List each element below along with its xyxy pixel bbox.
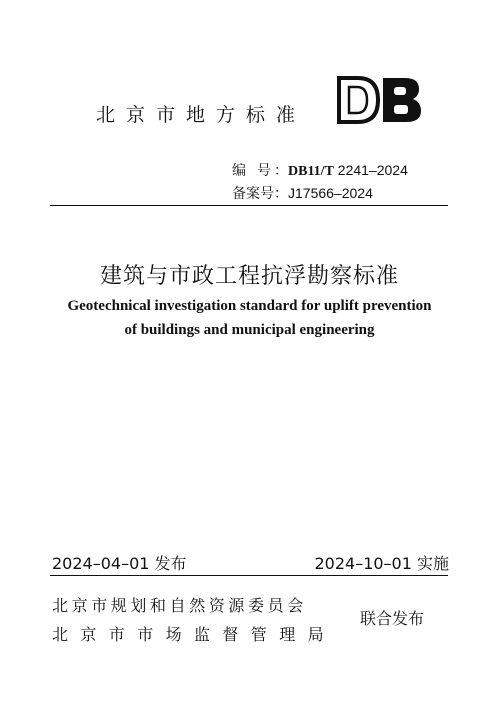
title-chinese: 建筑与市政工程抗浮勘察标准 — [99, 264, 399, 289]
record-number-row — [232, 183, 373, 203]
issue-date: 2024–04–01 发布 — [52, 554, 187, 573]
standard-number-value: 2241–2024 — [333, 162, 408, 178]
standard-number-label: 编 号： — [232, 163, 288, 179]
standard-number-row — [232, 160, 408, 180]
standard-type-heading: 北京市地方标准 — [96, 104, 307, 126]
header-divider — [50, 205, 448, 206]
record-number-value: J17566–2024 — [288, 185, 373, 201]
issuer-market-regulation: 北京市市场监督管理局 — [52, 625, 337, 644]
standard-number-code: DB11/T — [288, 164, 334, 179]
footer-divider — [50, 575, 448, 576]
title-english-line-2: of buildings and municipal engineering — [124, 322, 375, 338]
record-number-label: 备案号： — [232, 186, 288, 202]
issuer-planning-commission: 北京市规划和自然资源委员会 — [52, 596, 307, 615]
db-logo — [336, 74, 424, 126]
title-english-line-1: Geotechnical investigation standard for uplift prevention — [67, 298, 432, 314]
implementation-date: 2024–10–01 实施 — [314, 554, 449, 573]
joint-issue-label: 联合发布 — [360, 609, 425, 628]
